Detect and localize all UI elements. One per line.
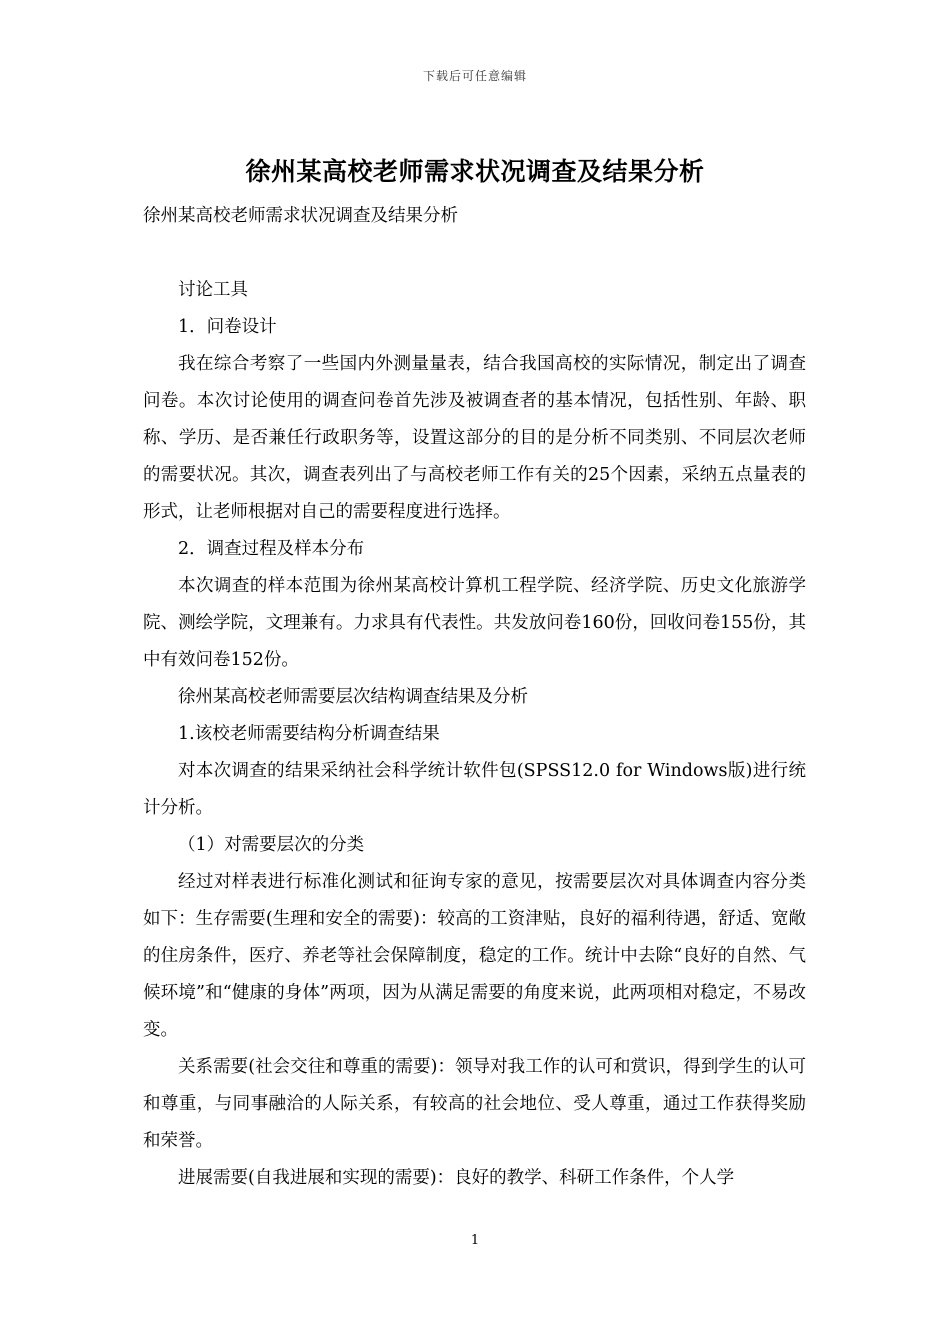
paragraph-growth-needs: 进展需要(自我进展和实现的需要)：良好的教学、科研工作条件，个人学 <box>178 1168 735 1188</box>
subsection-heading-structure-results: 1.该校老师需要结构分析调查结果 <box>178 724 440 744</box>
document-subtitle: 徐州某高校老师需求状况调查及结果分析 <box>143 206 458 226</box>
paragraph-survey-process: 本次调查的样本范围为徐州某高校计算机工程学院、经济学院、历史文化旅游学院、测绘学院，文理兼有。力求具有代表性。共发放问卷160份，回收问卷155份，其中有效问卷152份。 <box>143 576 806 670</box>
paragraph-relationship-needs: 关系需要(社会交往和尊重的需要)：领导对我工作的认可和赏识，得到学生的认可和尊重，与同事融洽的人际关系，有较高的社会地位、受人尊重，通过工作获得奖励和荣誉。 <box>143 1057 806 1151</box>
page-number: 1 <box>470 1233 480 1248</box>
document-body <box>143 198 806 1197</box>
section-heading-research-tools: 讨论工具 <box>178 280 248 300</box>
subsection-heading-survey-process: 2．调查过程及样本分布 <box>178 539 365 559</box>
subsection-heading-need-classification: （1）对需要层次的分类 <box>178 835 365 855</box>
header-note: 下载后可任意编辑 <box>422 69 527 83</box>
paragraph-questionnaire-design: 我在综合考察了一些国内外测量量表，结合我国高校的实际情况，制定出了调查问卷。本次讨论使用的调查问卷首先涉及被调查者的基本情况，包括性别、年龄、职称、学历、是否兼任行政职务等，设置这部分的目的是分析不同类别、不同层次老师的需要状况。其次，调查表列出了与高校老师工作有关的25个因素，采纳五点量表的形式，让老师根据对自己的需要程度进行选择。 <box>143 354 806 522</box>
paragraph-survival-needs: 经过对样表进行标准化测试和征询专家的意见，按需要层次对具体调查内容分类如下：生存需要(生理和安全的需要)：较高的工资津贴，良好的福利待遇，舒适、宽敞的住房条件，医疗、养老等社会保障制度，稳定的工作。统计中去除“良好的自然、气候环境”和“健康的身体”两项，因为从满足需要的角度来说，此两项相对稳定，不易改变。 <box>143 872 806 1040</box>
blank-line <box>143 235 806 272</box>
paragraph-statistical-analysis: 对本次调查的结果采纳社会科学统计软件包(SPSS12.0 for Windows版)进行统计分析。 <box>143 761 806 818</box>
section-heading-results-analysis: 徐州某高校老师需要层次结构调查结果及分析 <box>178 687 528 707</box>
document-title: 徐州某高校老师需求状况调查及结果分析 <box>245 157 705 186</box>
subsection-heading-questionnaire-design: 1．问卷设计 <box>178 317 277 337</box>
